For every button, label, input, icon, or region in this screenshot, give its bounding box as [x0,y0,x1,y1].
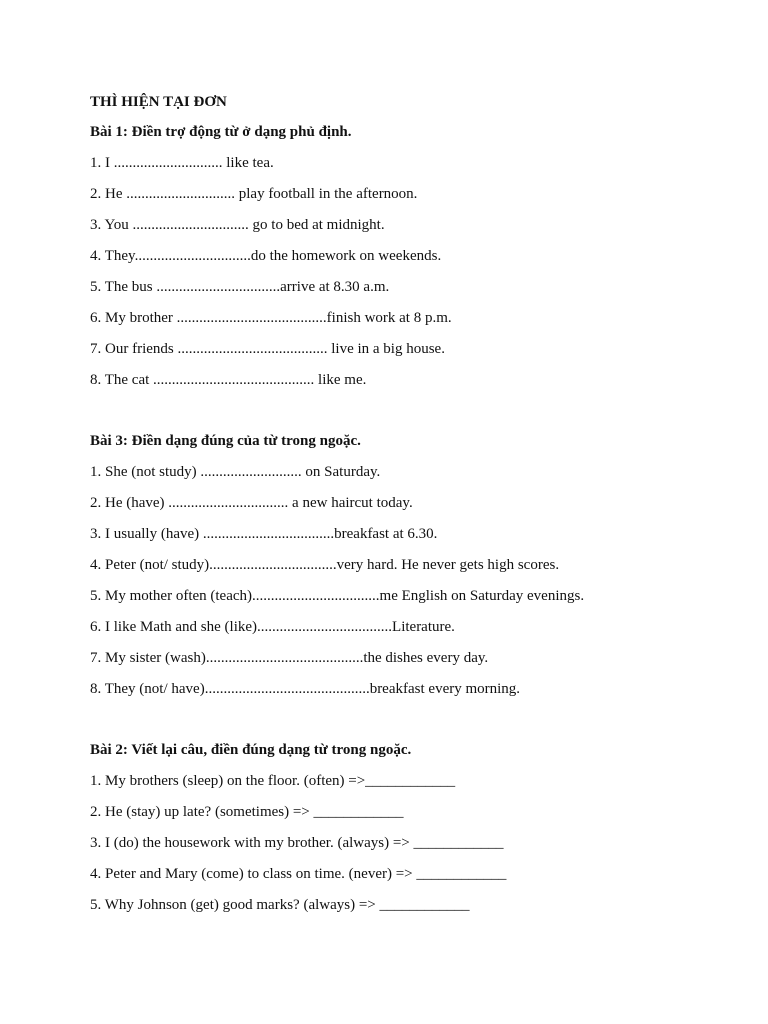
exercise-item: 1. She (not study) ........................... on Saturday. [90,464,381,480]
exercise-item: 8. The cat ........................................... like me. [90,372,367,388]
exercise-item: 3. You ............................... go to bed at midnight. [90,217,385,233]
exercise-item: 5. My mother often (teach)..................................me English on Saturday evenings. [90,588,585,604]
exercise-item: 2. He (have) ................................ a new haircut today. [90,495,413,511]
section-heading: Bài 2: Viết lại câu, điền đúng dạng từ trong ngoặc. [90,742,412,758]
section-spacer [90,710,730,740]
section-heading: Bài 3: Điền dạng đúng của từ trong ngoặc. [90,433,361,449]
exercise-section-2 [90,431,730,710]
exercise-item: 1. My brothers (sleep) on the floor. (often) =>____________ [90,773,456,789]
exercise-item: 5. Why Johnson (get) good marks? (always) => ____________ [90,897,470,913]
document-page [90,92,730,926]
exercise-section-1 [90,122,730,401]
exercise-item: 7. My sister (wash)..........................................the dishes every day. [90,650,489,666]
document-title: THÌ HIỆN TẠI ĐƠN [90,94,227,110]
exercise-item: 6. My brother ........................................finish work at 8 p.m. [90,310,452,326]
exercise-item: 4. They...............................do the homework on weekends. [90,248,442,264]
exercise-item: 7. Our friends ........................................ live in a big house. [90,341,445,357]
exercise-item: 2. He (stay) up late? (sometimes) => ____________ [90,804,404,820]
exercise-item: 4. Peter (not/ study)..................................very hard. He never gets high scores. [90,557,560,573]
exercise-item: 8. They (not/ have)............................................breakfast every morning. [90,681,521,697]
exercise-item: 4. Peter and Mary (come) to class on time. (never) => ____________ [90,866,507,882]
exercise-section-3 [90,740,730,926]
section-spacer [90,401,730,431]
exercise-item: 1. I ............................. like tea. [90,155,274,171]
section-heading: Bài 1: Điền trợ động từ ở dạng phủ định. [90,124,352,140]
exercise-item: 2. He ............................. play football in the afternoon. [90,186,418,202]
exercise-item: 3. I usually (have) ...................................breakfast at 6.30. [90,526,438,542]
exercise-item: 3. I (do) the housework with my brother. (always) => ____________ [90,835,504,851]
exercise-item: 6. I like Math and she (like)....................................Literature. [90,619,455,635]
exercise-item: 5. The bus .................................arrive at 8.30 a.m. [90,279,390,295]
